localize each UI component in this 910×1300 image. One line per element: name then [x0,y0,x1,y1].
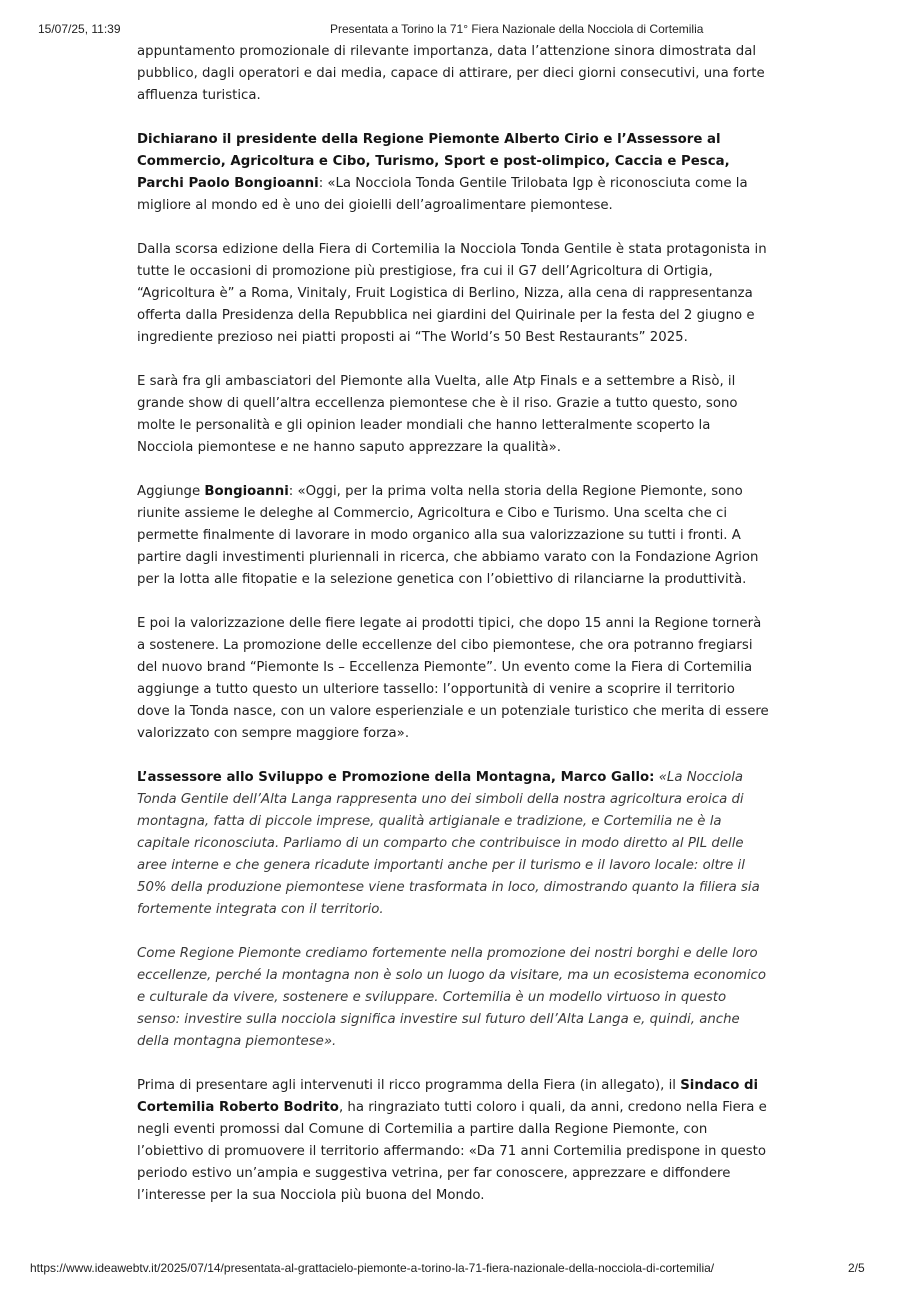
paragraph-promotion-events: Dalla scorsa edizione della Fiera di Cortemilia la Nocciola Tonda Gentile è stata protagonista in tutte le occasioni di promozione più prestigiose, fra cui il G7 dell’Agricoltura di Ortigia, “Agricoltura è” a Roma, Vinitaly, Fruit Logistica di Berlino, Nizza, alla cena di rappresentanza offerta dalla Presidenza della Repubblica nei giardini del Quirinale per la festa del 2 giugno e ingrediente prezioso nei piatti proposti ai “The World’s 50 Best Restaurants” 2025. [137,242,767,345]
paragraph-gallo-quote-continued: Come Regione Piemonte crediamo fortemente nella promozione dei nostri borghi e delle loro eccellenze, perché la montagna non è solo un luogo da visitare, ma un ecosistema economico e culturale da vivere, sostenere e sviluppare. Cortemilia è un modello virtuoso in questo senso: investire sulla nocciola significa investire sul futuro dell’Alta Langa e, quindi, anche della montagna piemontese». [137,946,766,1049]
quote-text: : «La Nocciola Tonda Gentile Trilobata Igp è riconosciuta come la migliore al mondo ed è uno dei gioielli dell’agroalimentare piemontese. [137,176,748,213]
lead-text: Aggiunge [137,484,205,499]
source-url: https://www.ideawebtv.it/2025/07/14/presentata-al-grattacielo-piemonte-a-torino-la-71-fiera-nazionale-della-nocciola-di-cortemilia/ [30,1261,715,1275]
quote-text: «La Nocciola Tonda Gentile dell’Alta Langa rappresenta uno dei simboli della nostra agricoltura eroica di montagna, fatta di piccole imprese, qualità artigianale e tradizione, e Cortemilia ne è la capitale riconosciuta. Parliamo di un comparto che contribuisce in modo diretto al PIL delle aree interne e che genera ricadute importanti anche per il turismo e il lavoro locale: oltre il 50% della produzione piemontese viene trasformata in loco, dimostrando quanto la filiera sia fortemente integrata con il territorio. [137,770,760,917]
paragraph-fairs-valorization: E poi la valorizzazione delle fiere legate ai prodotti tipici, che dopo 15 anni la Regione tornerà a sostenere. La promozione delle eccellenze del cibo piemontese, che ora potranno fregiarsi del nuovo brand “Piemonte Is – Eccellenza Piemonte”. Un evento come la Fiera di Cortemilia aggiunge a tutto questo un ulteriore tassello: l’opportunità di venire a scoprire il territorio dove la Tonda nasce, con un valore esperienziale e un potenziale turistico che merita di essere valorizzato con sempre maggiore forza». [137,616,769,741]
paragraph-bongioanni-adds [137,481,769,591]
paragraph-cirio-bongioanni [137,129,769,217]
page-number: 2/5 [848,1261,865,1275]
quote-text: : «Oggi, per la prima volta nella storia della Regione Piemonte, sono riunite assieme le deleghe al Commercio, Agricoltura e Cibo e Turismo. Una scelta che ci permette finalmente di lavorare in modo organico alla sua valorizzazione su tutti i fronti. A partire dagli investimenti pluriennali in ricerca, che abbiamo varato con la Fondazione Agrion per la lotta alle fitopatie e la selezione genetica con l’obiettivo di rilanciarne la produttività. [137,484,759,587]
quote-text: , ha ringraziato tutti coloro i quali, da anni, credono nella Fiera e negli eventi promossi dal Comune di Cortemilia a partire dalla Regione Piemonte, con l’obiettivo di promuovere il territorio affermando: «Da 71 anni Cortemilia predispone in questo periodo estivo un’ampia e suggestiva vetrina, per far conoscere, apprezzare e diffondere l’interesse per la sua Nocciola più buona del Mondo. [137,1100,767,1203]
speaker-name: Sindaco di Cortemilia Roberto Bodrito [137,1078,759,1115]
lead-text: Prima di presentare agli intervenuti il ricco programma della Fiera (in allegato), il [137,1078,681,1093]
page-title: Presentata a Torino la 71° Fiera Nazionale della Nocciola di Cortemilia [330,22,704,36]
article-body [137,41,769,1229]
paragraph-ambassadors: E sarà fra gli ambasciatori del Piemonte alla Vuelta, alle Atp Finals e a settembre a Risò, il grande show di quell’altra eccellenza piemontese che è il riso. Grazie a tutto questo, sono molte le personalità e gli opinion leader mondiali che hanno letteralmente scoperto la Nocciola piemontese e ne hanno saputo apprezzare la qualità». [137,374,738,455]
speaker-name: L’assessore allo Sviluppo e Promozione della Montagna, Marco Gallo: [137,770,655,785]
paragraph-gallo-quote [137,767,769,921]
speaker-names: Dichiarano il presidente della Regione Piemonte Alberto Cirio e l’Assessore al Commercio, Agricoltura e Cibo, Turismo, Sport e post-olimpico, Caccia e Pesca, Parchi Paolo Bongioanni [137,132,730,191]
paragraph-intro: appuntamento promozionale di rilevante importanza, data l’attenzione sinora dimostrata dal pubblico, dagli operatori e dai media, capace di attirare, per dieci giorni consecutivi, una forte affluenza turistica. [137,44,765,103]
print-datetime: 15/07/25, 11:39 [38,22,121,36]
speaker-name: Bongioanni [204,484,289,499]
paragraph-mayor-bodrito [137,1075,769,1207]
